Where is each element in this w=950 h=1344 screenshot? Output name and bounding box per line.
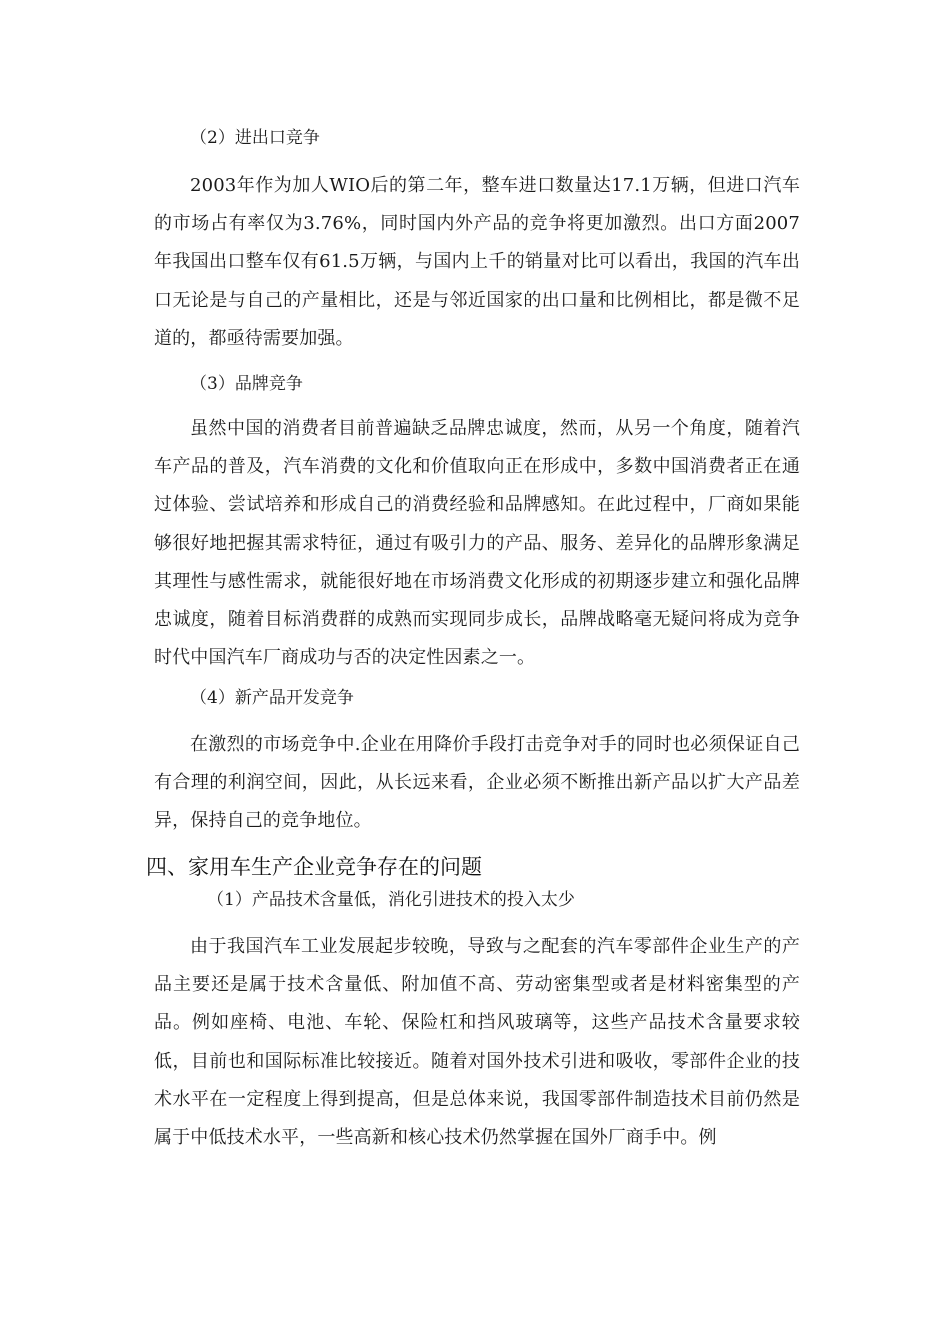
paragraph-low-tech: 由于我国汽车工业发展起步较晚，导致与之配套的汽车零部件企业生产的产品主要还是属于技术含量低、附加值不高、劳动密集型或者是材料密集型的产品。例如座椅、电池、车轮、保险杠和挡风玻璃等，这些产品技术含量要求较低，目前也和国际标准比较接近。随着对国外技术引进和吸收，零部件企业的技术水平在一定程度上得到提高，但是总体来说，我国零部件制造技术目前仍然是属于中低技术水平，一些高新和核心技术仍然掌握在国外厂商手中。例 [154,936,800,1149]
chapter-heading: 四、家用车生产企业竞争存在的问题 [146,855,482,879]
section-title-low-tech: （1）产品技术含量低，消化引进技术的投入太少 [207,890,575,910]
section-title-brand: （3）品牌竞争 [190,374,303,394]
paragraph-brand: 虽然中国的消费者目前普遍缺乏品牌忠诚度，然而，从另一个角度，随着汽车产品的普及，汽车消费的文化和价值取向正在形成中，多数中国消费者正在通过体验、尝试培养和形成自己的消费经验和品牌感知。在此过程中，厂商如果能够很好地把握其需求特征，通过有吸引力的产品、服务、差异化的品牌形象满足其理性与感性需求，就能很好地在市场消费文化形成的初期逐步建立和强化品牌忠诚度，随着目标消费群的成熟而实现同步成长，品牌战略毫无疑问将成为竞争时代中国汽车厂商成功与否的决定性因素之一。 [154,418,800,669]
section-title-new-product: （4）新产品开发竞争 [190,688,354,708]
section-title-import-export: （2）进出口竞争 [190,128,320,148]
paragraph-new-product: 在激烈的市场竞争中.企业在用降价手段打击竞争对手的同时也必须保证自己有合理的利润空间，因此，从长远来看，企业必须不断推出新产品以扩大产品差异，保持自己的竞争地位。 [154,734,800,832]
paragraph-import-export: 2003年作为加人WIO后的第二年，整车进口数量达17.1万辆，但进口汽车的市场占有率仅为3.76%，同时国内外产品的竞争将更加激烈。出口方面2007年我国出口整车仅有61.5万辆，与国内上千的销量对比可以看出，我国的汽车出口无论是与自己的产量相比，还是与邻近国家的出口量和比例相比，都是微不足道的，都亟待需要加强。 [154,175,800,349]
